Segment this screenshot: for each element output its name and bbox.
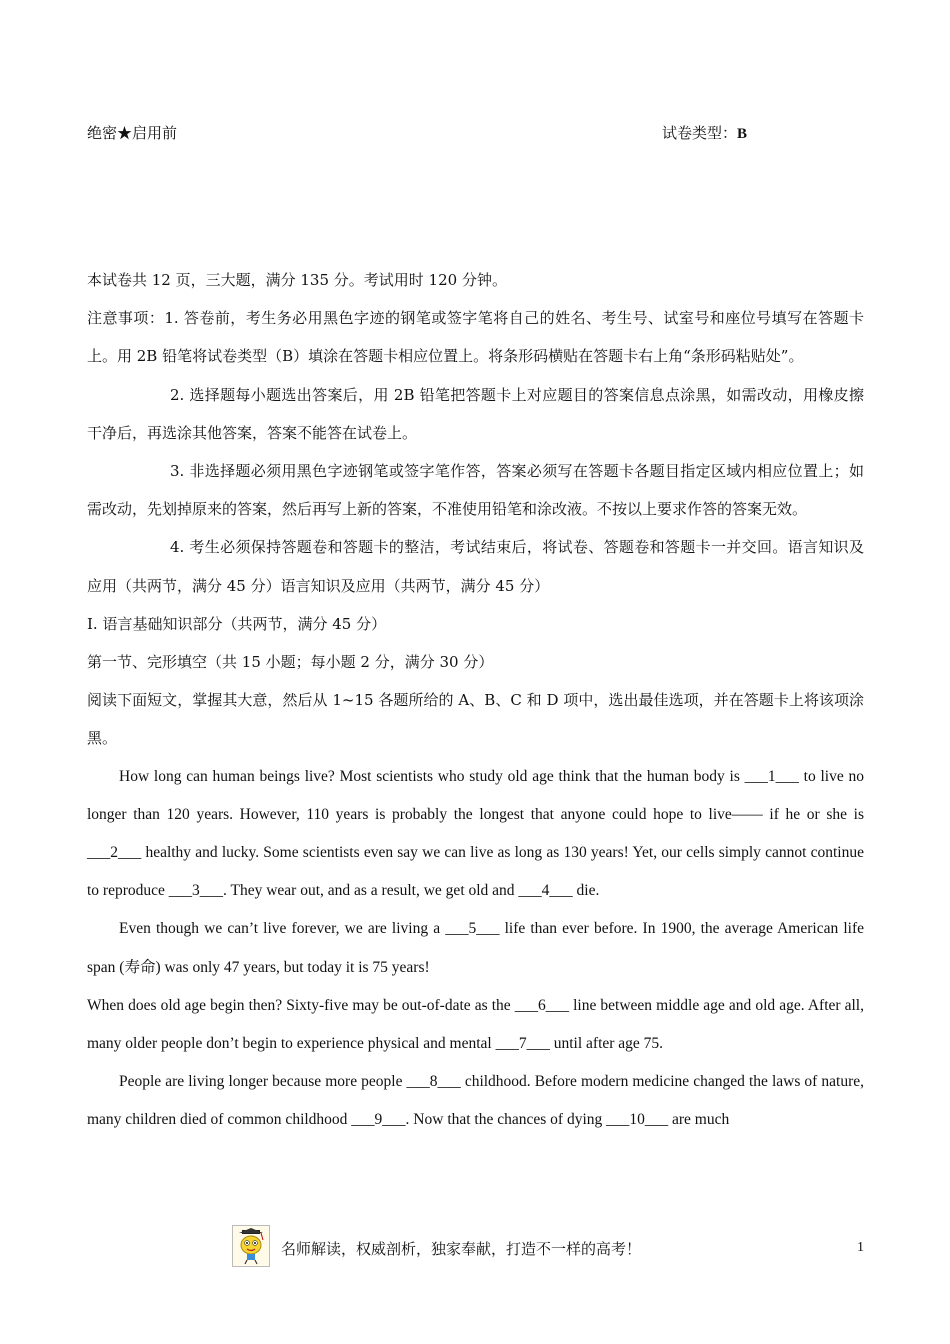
notice-item-1: 注意事项：1. 答卷前，考生务必用黑色字迹的钢笔或签字笔将自己的姓名、考生号、试室号和座位号填写在答题卡上。用 2B 铅笔将试卷类型（B）填涂在答题卡相应位置上。将条形码横贴在答题卡右上角“条形码粘贴处”。 bbox=[87, 309, 864, 366]
notice-item-2: 2. 选择题每小题选出答案后，用 2B 铅笔把答题卡上对应题目的答案信息点涂黑，如需改动，用橡皮擦干净后，再选涂其他答案，答案不能答在试卷上。 bbox=[87, 385, 864, 442]
confidential-label: 绝密★启用前 bbox=[87, 124, 178, 142]
part-heading: 第一节、完形填空（共 15 小题；每小题 2 分，满分 30 分） bbox=[87, 653, 494, 672]
passage-paragraph-3: When does old age begin then? Sixty-five may be out-of-date as the ___6___ line between middle age and old age. After all, many older people don’t begin to experience physical and mental ___7___ until after age 75. bbox=[87, 996, 864, 1053]
passage-paragraph-4: People are living longer because more people ___8___ childhood. Before modern medicine changed the laws of nature, many children died of common childhood ___9___. Now that the chances of dying ___10___ are much bbox=[87, 1073, 864, 1129]
paper-type-label: 试卷类型： bbox=[662, 124, 738, 142]
scholar-mascot-icon bbox=[232, 1225, 270, 1267]
passage-paragraph-1: How long can human beings live? Most scientists who study old age think that the human body is ___1___ to live no longer than 120 years. However, 110 years is probably the longest that anyone could hope to live—— if he or she is ___2___ healthy and lucky. Some scientists even say we can live as long as 130 years! Yet, our cells simply cannot continue to reproduce ___3___. They wear out, and as a result, we get old and ___4___ die. bbox=[87, 767, 864, 900]
passage-paragraph-2: Even though we can’t live forever, we are living a ___5___ life than ever before. In 1900, the average American life span (寿命) was only 47 years, but today it is 75 years! bbox=[87, 920, 864, 976]
notice-item-3: 3. 非选择题必须用黑色字迹钢笔或签字笔作答，答案必须写在答题卡各题目指定区域内相应位置上；如需改动，先划掉原来的答案，然后再写上新的答案，不准使用铅笔和涂改液。不按以上要求作答的答案无效。 bbox=[87, 462, 864, 519]
page-number: 1 bbox=[857, 1240, 864, 1255]
paper-type bbox=[662, 122, 747, 143]
exam-info: 本试卷共 12 页，三大题，满分 135 分。考试用时 120 分钟。 bbox=[87, 271, 507, 289]
notice-item-4: 4. 考生必须保持答题卷和答题卡的整洁，考试结束后，将试卷、答题卷和答题卡一并交回。语言知识及应用（共两节，满分 45 分）语言知识及应用（共两节，满分 45 分） bbox=[87, 538, 864, 595]
instructions: 阅读下面短文，掌握其大意，然后从 1~15 各题所给的 A、B、C 和 D 项中，选出最佳选项，并在答题卡上将该项涂黑。 bbox=[87, 691, 864, 748]
footer-slogan: 名师解读，权威剖析，独家奉献，打造不一样的高考！ bbox=[281, 1240, 642, 1258]
paper-type-value: B bbox=[737, 126, 748, 142]
section-heading: Ⅰ. 语言基础知识部分（共两节，满分 45 分） bbox=[87, 614, 387, 633]
page-footer bbox=[232, 1225, 872, 1269]
exam-body bbox=[87, 261, 864, 1140]
